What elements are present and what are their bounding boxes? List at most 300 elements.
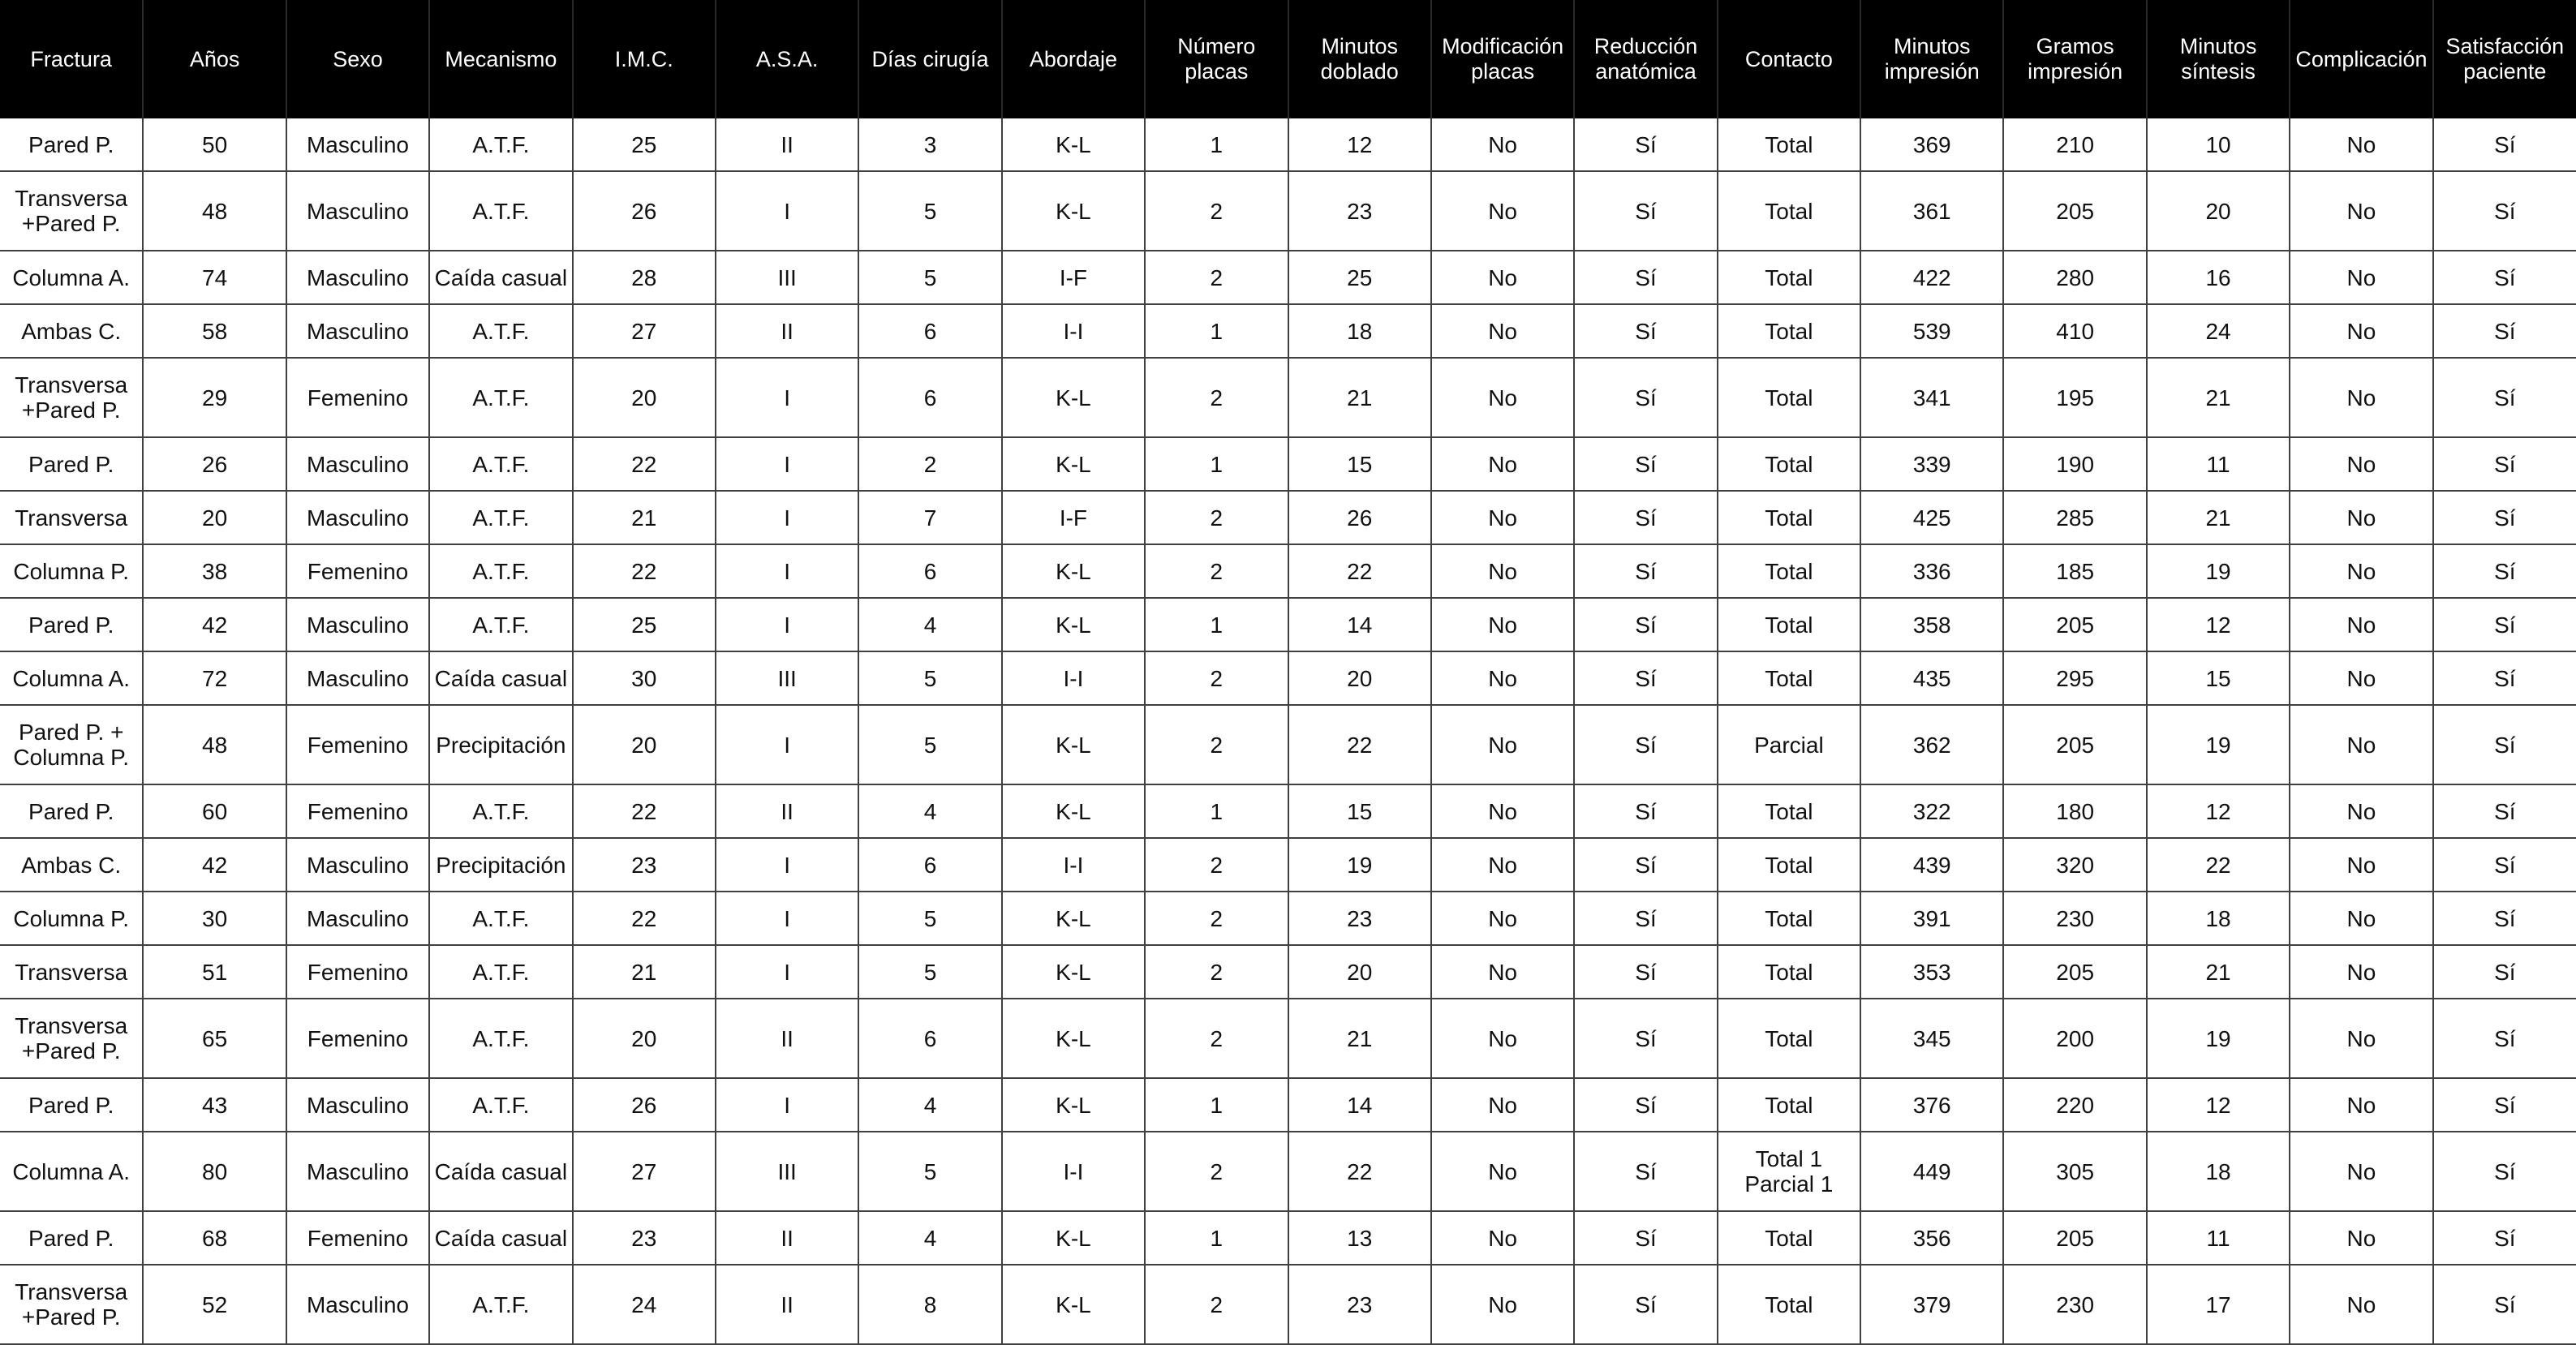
cell-modificacion-placas: No xyxy=(1431,999,1574,1078)
column-header-minutos-doblado: Minutos doblado xyxy=(1288,0,1431,118)
cell-sexo: Femenino xyxy=(286,544,429,598)
cell-sexo: Masculino xyxy=(286,838,429,892)
column-header-abordaje: Abordaje xyxy=(1002,0,1145,118)
table-row xyxy=(0,118,2576,171)
column-header-mecanismo: Mecanismo xyxy=(429,0,572,118)
cell-anos: 30 xyxy=(143,892,286,945)
cell-imc: 22 xyxy=(573,437,716,491)
cell-sexo: Masculino xyxy=(286,1265,429,1344)
cell-complicacion: No xyxy=(2290,118,2432,171)
cell-reduccion-anatomica: Sí xyxy=(1574,251,1717,304)
cell-numero-placas: 1 xyxy=(1145,784,1288,838)
cell-minutos-sintesis: 19 xyxy=(2147,999,2290,1078)
cell-gramos-impresion: 205 xyxy=(2003,705,2146,784)
cell-dias-cirugia: 6 xyxy=(858,544,1001,598)
cell-fractura: Transversa xyxy=(0,491,143,544)
cell-complicacion: No xyxy=(2290,544,2432,598)
cell-gramos-impresion: 230 xyxy=(2003,892,2146,945)
cell-imc: 27 xyxy=(573,1132,716,1211)
cell-fractura: Columna A. xyxy=(0,251,143,304)
cell-imc: 24 xyxy=(573,1265,716,1344)
cell-dias-cirugia: 3 xyxy=(858,118,1001,171)
cell-minutos-sintesis: 18 xyxy=(2147,892,2290,945)
column-header-minutos-impresion: Minutos impresión xyxy=(1860,0,2003,118)
cell-abordaje: K-L xyxy=(1002,999,1145,1078)
cell-minutos-sintesis: 12 xyxy=(2147,1078,2290,1132)
cell-minutos-impresion: 339 xyxy=(1860,437,2003,491)
cell-reduccion-anatomica: Sí xyxy=(1574,118,1717,171)
cell-dias-cirugia: 8 xyxy=(858,1265,1001,1344)
cell-minutos-doblado: 15 xyxy=(1288,437,1431,491)
cell-satisfaccion-paciente: Sí xyxy=(2433,1265,2576,1344)
cell-anos: 48 xyxy=(143,705,286,784)
cell-mecanismo: A.T.F. xyxy=(429,171,572,251)
cell-mecanismo: A.T.F. xyxy=(429,437,572,491)
cell-contacto: Total xyxy=(1718,784,1860,838)
cell-gramos-impresion: 220 xyxy=(2003,1078,2146,1132)
cell-sexo: Masculino xyxy=(286,171,429,251)
cell-sexo: Masculino xyxy=(286,491,429,544)
cell-modificacion-placas: No xyxy=(1431,1265,1574,1344)
cell-sexo: Masculino xyxy=(286,892,429,945)
column-header-imc: I.M.C. xyxy=(573,0,716,118)
cell-gramos-impresion: 205 xyxy=(2003,598,2146,651)
cell-numero-placas: 2 xyxy=(1145,544,1288,598)
table-row xyxy=(0,651,2576,705)
cell-minutos-doblado: 25 xyxy=(1288,251,1431,304)
cell-minutos-doblado: 18 xyxy=(1288,304,1431,358)
table-row xyxy=(0,171,2576,251)
cell-complicacion: No xyxy=(2290,892,2432,945)
cell-minutos-sintesis: 18 xyxy=(2147,1132,2290,1211)
cell-fractura: Pared P. xyxy=(0,1078,143,1132)
cell-asa: II xyxy=(716,999,858,1078)
table-row xyxy=(0,304,2576,358)
cell-minutos-sintesis: 11 xyxy=(2147,437,2290,491)
cell-imc: 27 xyxy=(573,304,716,358)
column-header-reduccion-anatomica: Reducción anatómica xyxy=(1574,0,1717,118)
cell-asa: I xyxy=(716,491,858,544)
cell-sexo: Masculino xyxy=(286,1132,429,1211)
cell-gramos-impresion: 285 xyxy=(2003,491,2146,544)
cell-contacto: Total xyxy=(1718,598,1860,651)
cell-numero-placas: 1 xyxy=(1145,118,1288,171)
cell-contacto: Total xyxy=(1718,1078,1860,1132)
cell-complicacion: No xyxy=(2290,1265,2432,1344)
cell-satisfaccion-paciente: Sí xyxy=(2433,892,2576,945)
column-header-anos: Años xyxy=(143,0,286,118)
cell-minutos-doblado: 21 xyxy=(1288,358,1431,437)
cell-mecanismo: A.T.F. xyxy=(429,118,572,171)
cell-contacto: Total xyxy=(1718,1211,1860,1265)
column-header-contacto: Contacto xyxy=(1718,0,1860,118)
cell-dias-cirugia: 5 xyxy=(858,171,1001,251)
cell-abordaje: K-L xyxy=(1002,171,1145,251)
cell-reduccion-anatomica: Sí xyxy=(1574,892,1717,945)
table-row xyxy=(0,491,2576,544)
cell-contacto: Total xyxy=(1718,1265,1860,1344)
cell-imc: 23 xyxy=(573,1211,716,1265)
cell-contacto: Total xyxy=(1718,118,1860,171)
column-header-satisfaccion-paciente: Satisfacción paciente xyxy=(2433,0,2576,118)
cell-modificacion-placas: No xyxy=(1431,784,1574,838)
cell-complicacion: No xyxy=(2290,1132,2432,1211)
cell-imc: 22 xyxy=(573,784,716,838)
cell-abordaje: K-L xyxy=(1002,1265,1145,1344)
cell-asa: I xyxy=(716,1078,858,1132)
cell-abordaje: K-L xyxy=(1002,118,1145,171)
cell-imc: 30 xyxy=(573,651,716,705)
cell-fractura: Columna P. xyxy=(0,544,143,598)
cell-numero-placas: 2 xyxy=(1145,251,1288,304)
cell-contacto: Total xyxy=(1718,838,1860,892)
cell-satisfaccion-paciente: Sí xyxy=(2433,705,2576,784)
cell-fractura: Transversa +Pared P. xyxy=(0,171,143,251)
cell-contacto: Total xyxy=(1718,491,1860,544)
cell-minutos-impresion: 439 xyxy=(1860,838,2003,892)
cell-modificacion-placas: No xyxy=(1431,1078,1574,1132)
cell-satisfaccion-paciente: Sí xyxy=(2433,358,2576,437)
cell-minutos-impresion: 353 xyxy=(1860,945,2003,999)
cell-imc: 23 xyxy=(573,838,716,892)
cell-anos: 42 xyxy=(143,838,286,892)
cell-minutos-sintesis: 17 xyxy=(2147,1265,2290,1344)
cell-dias-cirugia: 6 xyxy=(858,304,1001,358)
cell-gramos-impresion: 305 xyxy=(2003,1132,2146,1211)
cell-anos: 65 xyxy=(143,999,286,1078)
cell-modificacion-placas: No xyxy=(1431,118,1574,171)
cell-satisfaccion-paciente: Sí xyxy=(2433,838,2576,892)
cell-abordaje: K-L xyxy=(1002,358,1145,437)
cell-anos: 48 xyxy=(143,171,286,251)
cell-reduccion-anatomica: Sí xyxy=(1574,1211,1717,1265)
cell-fractura: Columna A. xyxy=(0,651,143,705)
cell-sexo: Femenino xyxy=(286,945,429,999)
cell-asa: I xyxy=(716,598,858,651)
cell-mecanismo: Caída casual xyxy=(429,651,572,705)
cell-minutos-doblado: 23 xyxy=(1288,892,1431,945)
cell-minutos-doblado: 22 xyxy=(1288,544,1431,598)
cell-numero-placas: 2 xyxy=(1145,945,1288,999)
cell-minutos-doblado: 20 xyxy=(1288,651,1431,705)
cell-minutos-doblado: 23 xyxy=(1288,1265,1431,1344)
cell-sexo: Masculino xyxy=(286,651,429,705)
cell-minutos-impresion: 379 xyxy=(1860,1265,2003,1344)
cell-gramos-impresion: 210 xyxy=(2003,118,2146,171)
cell-contacto: Total xyxy=(1718,304,1860,358)
cell-fractura: Pared P. xyxy=(0,1211,143,1265)
table-row xyxy=(0,1265,2576,1344)
table-header xyxy=(0,0,2576,118)
cell-minutos-impresion: 539 xyxy=(1860,304,2003,358)
cell-minutos-sintesis: 21 xyxy=(2147,491,2290,544)
cell-abordaje: I-F xyxy=(1002,491,1145,544)
cell-asa: I xyxy=(716,544,858,598)
cell-numero-placas: 1 xyxy=(1145,1078,1288,1132)
cell-imc: 21 xyxy=(573,945,716,999)
cell-asa: I xyxy=(716,705,858,784)
cell-abordaje: I-I xyxy=(1002,651,1145,705)
cell-dias-cirugia: 5 xyxy=(858,651,1001,705)
cell-anos: 51 xyxy=(143,945,286,999)
cell-complicacion: No xyxy=(2290,651,2432,705)
cell-minutos-impresion: 336 xyxy=(1860,544,2003,598)
cell-abordaje: I-I xyxy=(1002,1132,1145,1211)
cell-dias-cirugia: 4 xyxy=(858,1078,1001,1132)
cell-minutos-sintesis: 22 xyxy=(2147,838,2290,892)
cell-gramos-impresion: 200 xyxy=(2003,999,2146,1078)
cell-asa: III xyxy=(716,251,858,304)
cell-reduccion-anatomica: Sí xyxy=(1574,491,1717,544)
cell-sexo: Masculino xyxy=(286,304,429,358)
cell-abordaje: K-L xyxy=(1002,892,1145,945)
cell-asa: I xyxy=(716,838,858,892)
cell-minutos-impresion: 435 xyxy=(1860,651,2003,705)
cell-modificacion-placas: No xyxy=(1431,304,1574,358)
cell-fractura: Pared P. xyxy=(0,118,143,171)
cell-mecanismo: Precipitación xyxy=(429,838,572,892)
cell-mecanismo: Caída casual xyxy=(429,1211,572,1265)
cell-gramos-impresion: 295 xyxy=(2003,651,2146,705)
cell-satisfaccion-paciente: Sí xyxy=(2433,784,2576,838)
cell-reduccion-anatomica: Sí xyxy=(1574,358,1717,437)
cell-satisfaccion-paciente: Sí xyxy=(2433,437,2576,491)
cell-satisfaccion-paciente: Sí xyxy=(2433,544,2576,598)
cell-complicacion: No xyxy=(2290,838,2432,892)
cell-complicacion: No xyxy=(2290,598,2432,651)
cell-contacto: Total xyxy=(1718,251,1860,304)
column-header-sexo: Sexo xyxy=(286,0,429,118)
cell-satisfaccion-paciente: Sí xyxy=(2433,251,2576,304)
cell-abordaje: K-L xyxy=(1002,544,1145,598)
cell-modificacion-placas: No xyxy=(1431,437,1574,491)
cell-modificacion-placas: No xyxy=(1431,838,1574,892)
cell-fractura: Transversa +Pared P. xyxy=(0,999,143,1078)
cell-dias-cirugia: 4 xyxy=(858,1211,1001,1265)
cell-minutos-impresion: 356 xyxy=(1860,1211,2003,1265)
table-row xyxy=(0,838,2576,892)
cell-sexo: Femenino xyxy=(286,705,429,784)
cell-fractura: Pared P. xyxy=(0,437,143,491)
table-row xyxy=(0,358,2576,437)
cell-abordaje: K-L xyxy=(1002,598,1145,651)
cell-satisfaccion-paciente: Sí xyxy=(2433,945,2576,999)
cell-anos: 68 xyxy=(143,1211,286,1265)
cell-modificacion-placas: No xyxy=(1431,358,1574,437)
cell-minutos-impresion: 361 xyxy=(1860,171,2003,251)
cell-imc: 20 xyxy=(573,358,716,437)
cell-mecanismo: A.T.F. xyxy=(429,999,572,1078)
cell-gramos-impresion: 230 xyxy=(2003,1265,2146,1344)
cell-asa: II xyxy=(716,304,858,358)
cell-numero-placas: 2 xyxy=(1145,171,1288,251)
cell-minutos-impresion: 369 xyxy=(1860,118,2003,171)
cell-reduccion-anatomica: Sí xyxy=(1574,838,1717,892)
cell-mecanismo: A.T.F. xyxy=(429,491,572,544)
cell-imc: 20 xyxy=(573,705,716,784)
table-row xyxy=(0,999,2576,1078)
cell-dias-cirugia: 4 xyxy=(858,598,1001,651)
cell-gramos-impresion: 195 xyxy=(2003,358,2146,437)
cell-anos: 20 xyxy=(143,491,286,544)
cell-minutos-doblado: 21 xyxy=(1288,999,1431,1078)
cell-numero-placas: 2 xyxy=(1145,838,1288,892)
cell-minutos-sintesis: 24 xyxy=(2147,304,2290,358)
header-row xyxy=(0,0,2576,118)
cell-minutos-sintesis: 16 xyxy=(2147,251,2290,304)
cell-sexo: Masculino xyxy=(286,118,429,171)
cell-sexo: Masculino xyxy=(286,1078,429,1132)
cell-minutos-sintesis: 11 xyxy=(2147,1211,2290,1265)
cell-minutos-sintesis: 15 xyxy=(2147,651,2290,705)
cell-complicacion: No xyxy=(2290,171,2432,251)
cell-dias-cirugia: 5 xyxy=(858,1132,1001,1211)
cell-fractura: Ambas C. xyxy=(0,304,143,358)
cell-mecanismo: A.T.F. xyxy=(429,358,572,437)
cell-anos: 42 xyxy=(143,598,286,651)
cell-reduccion-anatomica: Sí xyxy=(1574,999,1717,1078)
cell-complicacion: No xyxy=(2290,999,2432,1078)
cell-contacto: Total 1 Parcial 1 xyxy=(1718,1132,1860,1211)
cell-imc: 26 xyxy=(573,1078,716,1132)
cell-gramos-impresion: 280 xyxy=(2003,251,2146,304)
cell-abordaje: K-L xyxy=(1002,705,1145,784)
column-header-asa: A.S.A. xyxy=(716,0,858,118)
cell-imc: 20 xyxy=(573,999,716,1078)
cell-satisfaccion-paciente: Sí xyxy=(2433,118,2576,171)
cell-fractura: Transversa xyxy=(0,945,143,999)
cell-contacto: Total xyxy=(1718,437,1860,491)
cell-numero-placas: 2 xyxy=(1145,491,1288,544)
table-row xyxy=(0,544,2576,598)
column-header-numero-placas: Número placas xyxy=(1145,0,1288,118)
table-row xyxy=(0,705,2576,784)
cell-asa: II xyxy=(716,1265,858,1344)
cell-minutos-doblado: 22 xyxy=(1288,705,1431,784)
cell-imc: 25 xyxy=(573,118,716,171)
cell-sexo: Femenino xyxy=(286,999,429,1078)
cell-imc: 26 xyxy=(573,171,716,251)
cell-minutos-sintesis: 19 xyxy=(2147,544,2290,598)
column-header-dias-cirugia: Días cirugía xyxy=(858,0,1001,118)
cell-modificacion-placas: No xyxy=(1431,892,1574,945)
column-header-minutos-sintesis: Minutos síntesis xyxy=(2147,0,2290,118)
cell-numero-placas: 2 xyxy=(1145,892,1288,945)
cell-mecanismo: Caída casual xyxy=(429,1132,572,1211)
column-header-gramos-impresion: Gramos impresión xyxy=(2003,0,2146,118)
cell-dias-cirugia: 5 xyxy=(858,892,1001,945)
cell-complicacion: No xyxy=(2290,1078,2432,1132)
cell-modificacion-placas: No xyxy=(1431,651,1574,705)
cell-complicacion: No xyxy=(2290,251,2432,304)
cell-minutos-impresion: 362 xyxy=(1860,705,2003,784)
cell-complicacion: No xyxy=(2290,358,2432,437)
cell-gramos-impresion: 190 xyxy=(2003,437,2146,491)
cell-fractura: Ambas C. xyxy=(0,838,143,892)
cell-asa: I xyxy=(716,171,858,251)
cell-mecanismo: A.T.F. xyxy=(429,1078,572,1132)
cell-minutos-doblado: 26 xyxy=(1288,491,1431,544)
cell-dias-cirugia: 7 xyxy=(858,491,1001,544)
cell-mecanismo: A.T.F. xyxy=(429,784,572,838)
cell-fractura: Transversa +Pared P. xyxy=(0,358,143,437)
cell-numero-placas: 2 xyxy=(1145,358,1288,437)
cell-fractura: Columna P. xyxy=(0,892,143,945)
cell-gramos-impresion: 320 xyxy=(2003,838,2146,892)
cell-imc: 25 xyxy=(573,598,716,651)
cell-numero-placas: 2 xyxy=(1145,1265,1288,1344)
cell-reduccion-anatomica: Sí xyxy=(1574,1265,1717,1344)
cell-complicacion: No xyxy=(2290,304,2432,358)
cell-abordaje: I-I xyxy=(1002,304,1145,358)
cell-abordaje: K-L xyxy=(1002,1211,1145,1265)
cell-satisfaccion-paciente: Sí xyxy=(2433,304,2576,358)
cell-contacto: Total xyxy=(1718,892,1860,945)
cell-imc: 21 xyxy=(573,491,716,544)
table-body xyxy=(0,118,2576,1344)
cell-reduccion-anatomica: Sí xyxy=(1574,544,1717,598)
cell-modificacion-placas: No xyxy=(1431,1132,1574,1211)
cell-abordaje: K-L xyxy=(1002,437,1145,491)
cell-anos: 74 xyxy=(143,251,286,304)
cell-minutos-doblado: 15 xyxy=(1288,784,1431,838)
cell-abordaje: K-L xyxy=(1002,945,1145,999)
cell-complicacion: No xyxy=(2290,945,2432,999)
cell-mecanismo: A.T.F. xyxy=(429,1265,572,1344)
cell-minutos-impresion: 341 xyxy=(1860,358,2003,437)
cell-anos: 26 xyxy=(143,437,286,491)
cell-asa: I xyxy=(716,945,858,999)
cell-minutos-impresion: 449 xyxy=(1860,1132,2003,1211)
cell-asa: II xyxy=(716,784,858,838)
cell-contacto: Total xyxy=(1718,999,1860,1078)
cell-reduccion-anatomica: Sí xyxy=(1574,651,1717,705)
cell-fractura: Columna A. xyxy=(0,1132,143,1211)
cell-minutos-impresion: 345 xyxy=(1860,999,2003,1078)
cell-contacto: Total xyxy=(1718,651,1860,705)
table-row xyxy=(0,251,2576,304)
cell-asa: III xyxy=(716,651,858,705)
cell-asa: II xyxy=(716,1211,858,1265)
cell-gramos-impresion: 410 xyxy=(2003,304,2146,358)
cell-sexo: Masculino xyxy=(286,251,429,304)
cell-contacto: Total xyxy=(1718,945,1860,999)
cell-abordaje: K-L xyxy=(1002,1078,1145,1132)
cell-abordaje: I-I xyxy=(1002,838,1145,892)
cell-sexo: Femenino xyxy=(286,784,429,838)
cell-fractura: Pared P. + Columna P. xyxy=(0,705,143,784)
cell-modificacion-placas: No xyxy=(1431,251,1574,304)
cell-gramos-impresion: 205 xyxy=(2003,945,2146,999)
cell-anos: 58 xyxy=(143,304,286,358)
cell-minutos-doblado: 19 xyxy=(1288,838,1431,892)
cell-modificacion-placas: No xyxy=(1431,598,1574,651)
cell-satisfaccion-paciente: Sí xyxy=(2433,171,2576,251)
cell-anos: 52 xyxy=(143,1265,286,1344)
cell-minutos-impresion: 425 xyxy=(1860,491,2003,544)
cell-modificacion-placas: No xyxy=(1431,491,1574,544)
cell-numero-placas: 1 xyxy=(1145,1211,1288,1265)
cell-mecanismo: A.T.F. xyxy=(429,598,572,651)
cell-contacto: Parcial xyxy=(1718,705,1860,784)
cell-abordaje: I-F xyxy=(1002,251,1145,304)
cell-dias-cirugia: 5 xyxy=(858,251,1001,304)
cell-reduccion-anatomica: Sí xyxy=(1574,304,1717,358)
cell-minutos-doblado: 14 xyxy=(1288,1078,1431,1132)
cell-minutos-doblado: 14 xyxy=(1288,598,1431,651)
cell-dias-cirugia: 5 xyxy=(858,945,1001,999)
cell-satisfaccion-paciente: Sí xyxy=(2433,598,2576,651)
